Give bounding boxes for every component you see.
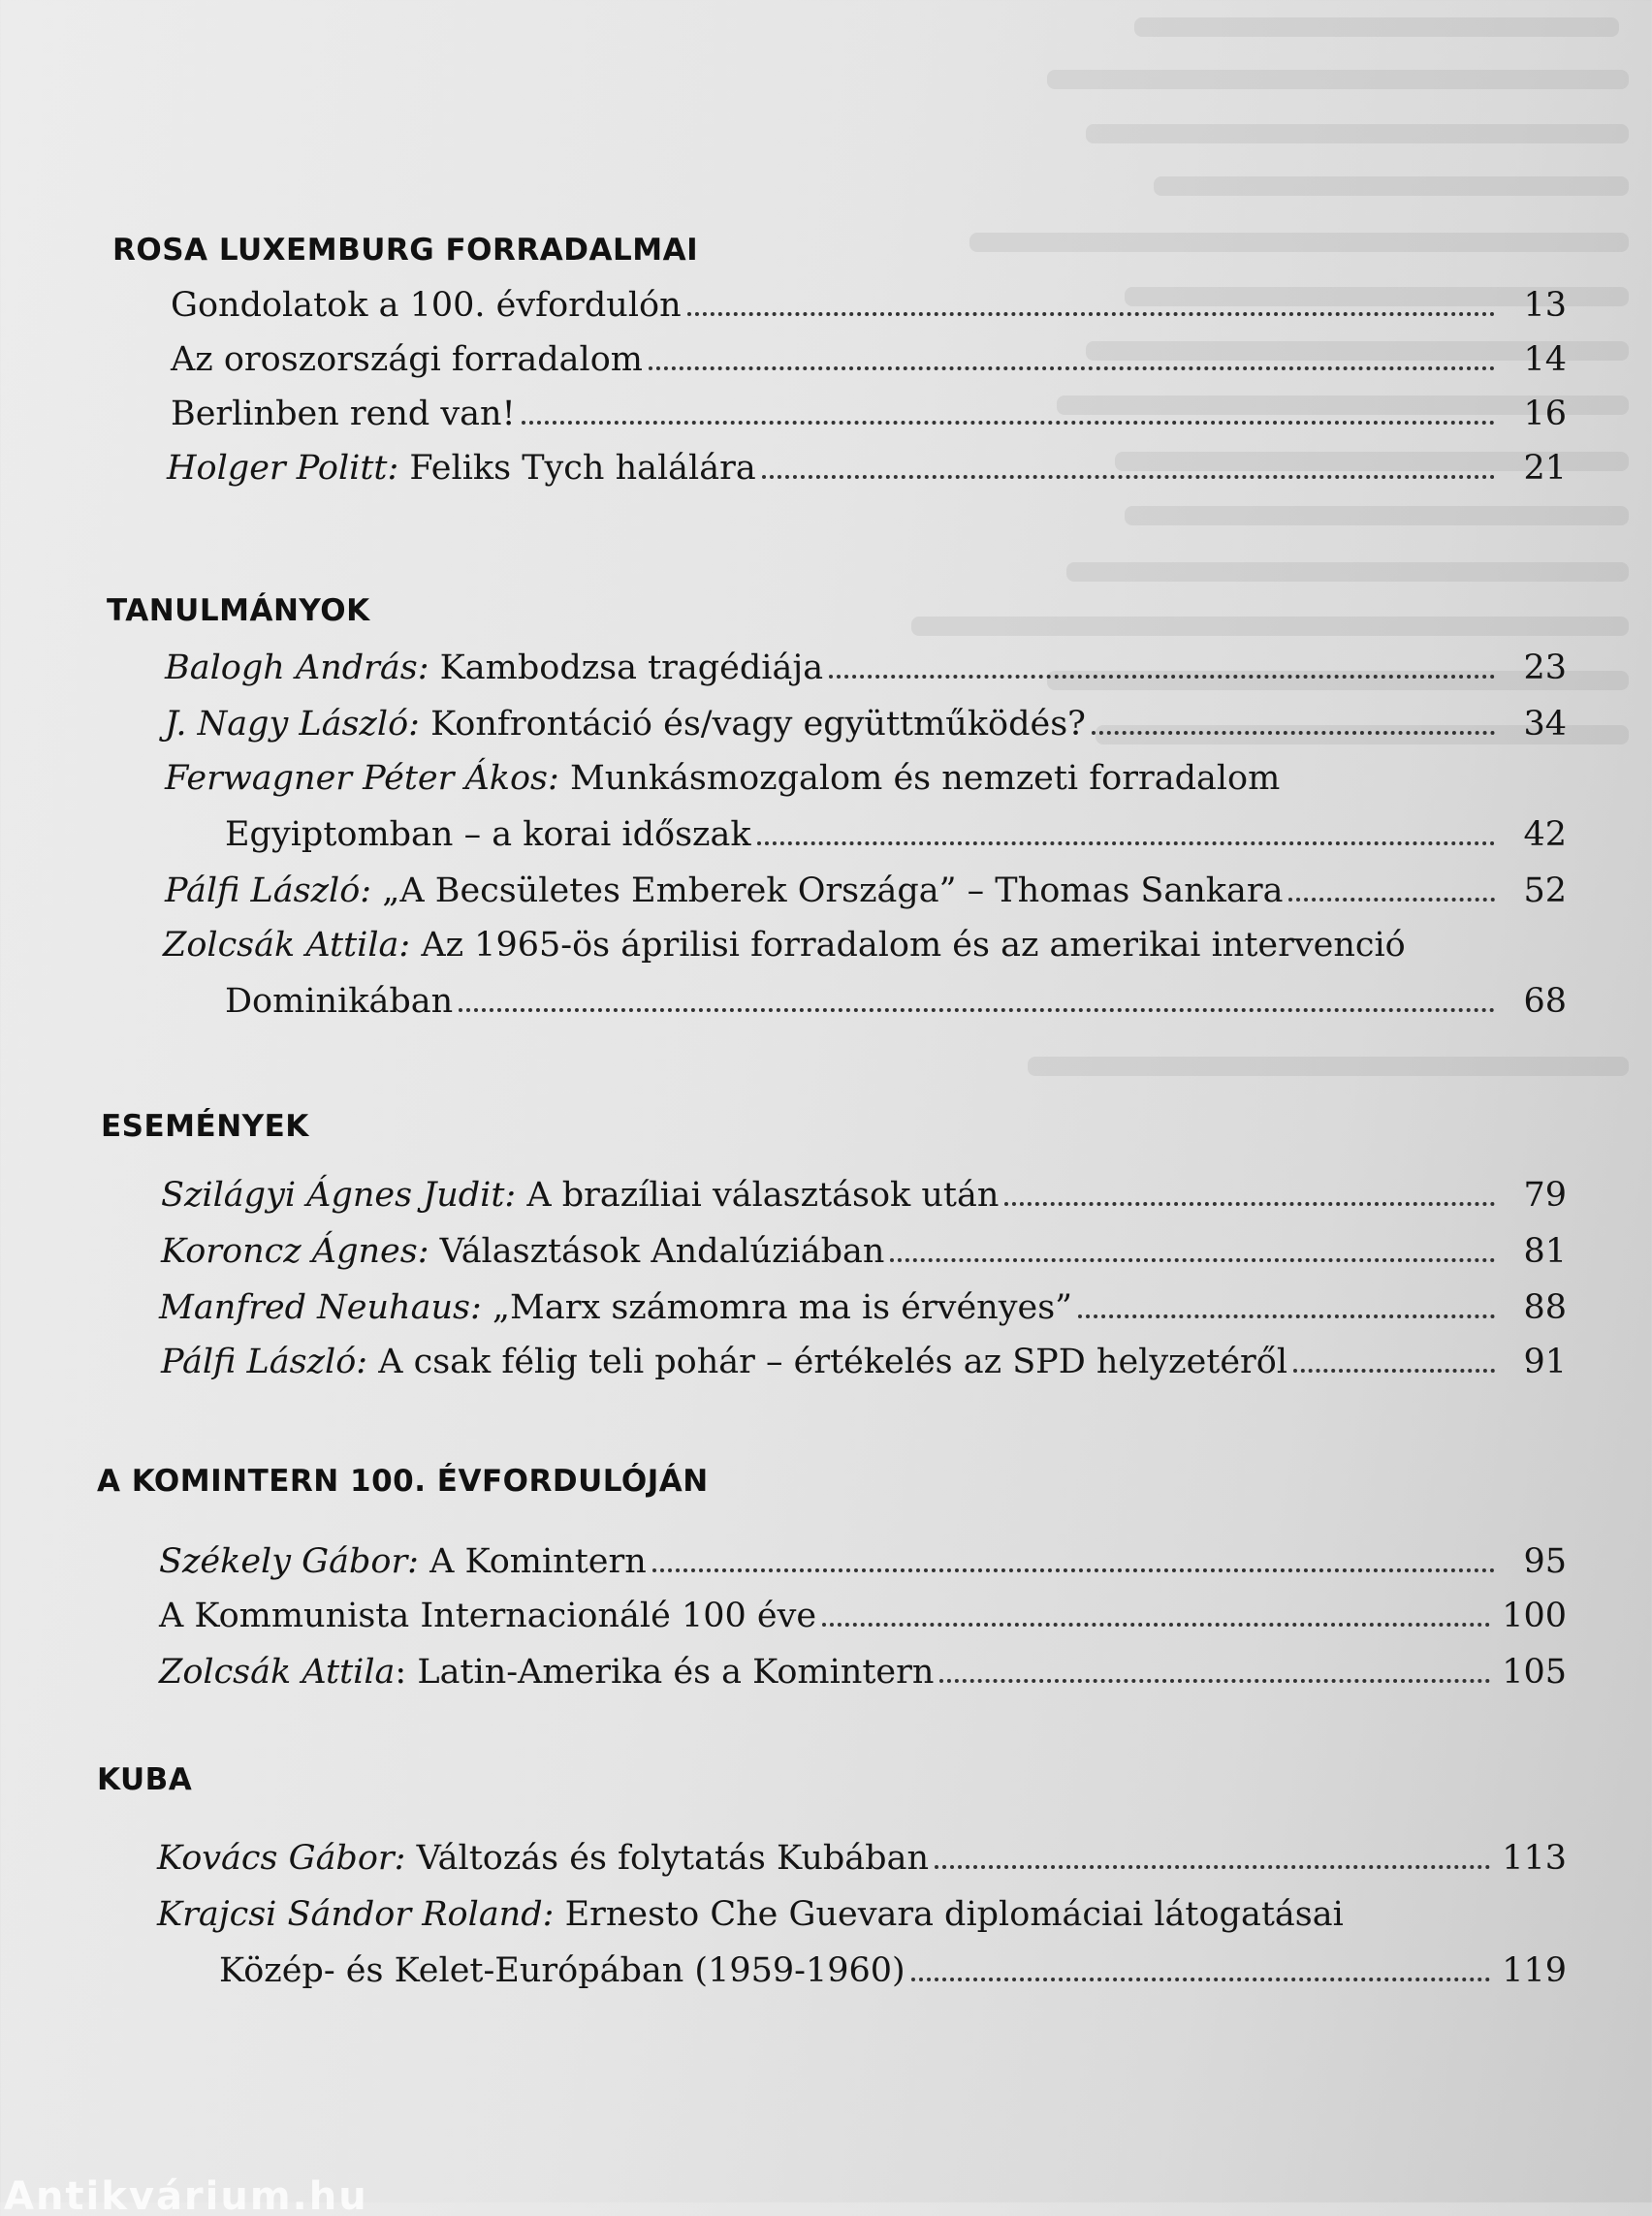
dot-leader — [1078, 1314, 1495, 1318]
toc-entry[interactable] — [159, 1285, 1567, 1330]
entry-title-continuation: Közép- és Kelet-Európában (1959-1960) — [219, 1951, 905, 1990]
entry-title: Kambodzsa tragédiája — [439, 649, 824, 687]
entry-page-number: 79 — [1523, 1176, 1567, 1215]
section-heading: TANULMÁNYOK — [107, 593, 370, 628]
entry-page-number: 13 — [1523, 286, 1567, 325]
dot-leader — [822, 1623, 1490, 1627]
entry-title: Munkásmozgalom és nemzeti forradalom — [569, 759, 1281, 798]
entry-page-number: 34 — [1523, 705, 1567, 744]
entry-author: Zolcsák Attila — [159, 1653, 396, 1692]
entry-page-number: 95 — [1523, 1542, 1567, 1581]
toc-entry[interactable] — [165, 702, 1567, 746]
entry-author: Szilágyi Ágnes Judit: — [161, 1176, 517, 1215]
entry-page-number: 91 — [1523, 1343, 1567, 1381]
entry-page-number: 113 — [1502, 1839, 1567, 1878]
dot-leader — [1004, 1202, 1495, 1206]
toc-entry-first-line[interactable] — [165, 756, 1567, 801]
entry-title: Konfrontáció és/vagy együttműködés? — [430, 705, 1086, 744]
section-heading: ESEMÉNYEK — [101, 1109, 309, 1144]
entry-page-number: 105 — [1502, 1653, 1567, 1692]
entry-title: Az oroszországi forradalom — [171, 340, 643, 379]
entry-author: Krajcsi Sándor Roland: — [157, 1895, 555, 1934]
entry-title-continuation: Egyiptomban – a korai időszak — [225, 815, 751, 854]
toc-entry[interactable] — [167, 446, 1567, 491]
entry-author: Pálfi László: — [165, 871, 372, 910]
toc-entry-continuation[interactable] — [225, 812, 1567, 857]
entry-page-number: 81 — [1523, 1232, 1567, 1271]
toc-entry[interactable] — [157, 1836, 1567, 1881]
toc-entry-continuation[interactable] — [219, 1948, 1567, 1993]
entry-title: A Komintern — [429, 1542, 647, 1581]
toc-entry[interactable] — [161, 1173, 1567, 1218]
entry-title: A csak félig teli pohár – értékelés az SPD helyzetéről — [378, 1343, 1288, 1381]
entry-author: Ferwagner Péter Ákos: — [165, 759, 559, 798]
dot-leader — [911, 1978, 1490, 1981]
dot-leader — [757, 841, 1495, 845]
toc-entry[interactable] — [171, 337, 1567, 382]
entry-author: Székely Gábor: — [159, 1542, 419, 1581]
dot-leader — [687, 312, 1495, 316]
entry-title: : Latin-Amerika és a Komintern — [395, 1653, 935, 1692]
dot-leader — [1293, 1369, 1495, 1373]
entry-title-continuation: Dominikában — [225, 982, 454, 1021]
entry-page-number: 100 — [1502, 1597, 1567, 1635]
entry-page-number: 88 — [1523, 1288, 1567, 1327]
entry-page-number: 119 — [1502, 1951, 1567, 1990]
toc-entry[interactable] — [171, 283, 1567, 328]
entry-title: A Kommunista Internacionálé 100 éve — [159, 1597, 817, 1635]
dot-leader — [522, 421, 1495, 425]
entry-page-number: 52 — [1523, 871, 1567, 910]
dot-leader — [1288, 898, 1495, 902]
dot-leader — [1092, 731, 1495, 735]
entry-title: Választások Andalúziában — [439, 1232, 885, 1271]
dot-leader — [890, 1258, 1495, 1262]
toc-entry[interactable] — [171, 392, 1567, 436]
dot-leader — [459, 1008, 1495, 1012]
entry-author: Holger Politt: — [167, 449, 399, 488]
entry-page-number: 68 — [1523, 982, 1567, 1021]
entry-author: Koroncz Ágnes: — [161, 1232, 429, 1271]
entry-page-number: 23 — [1523, 649, 1567, 687]
section-heading: KUBA — [97, 1762, 193, 1797]
dot-leader — [762, 475, 1495, 479]
entry-page-number: 14 — [1523, 340, 1567, 379]
dot-leader — [829, 675, 1495, 679]
dot-leader — [652, 1568, 1495, 1572]
toc-entry-first-line[interactable] — [157, 1892, 1567, 1937]
entry-page-number: 16 — [1523, 395, 1567, 433]
entry-page-number: 21 — [1523, 449, 1567, 488]
toc-entry[interactable] — [161, 1229, 1567, 1274]
entry-author: Balogh András: — [165, 649, 429, 687]
entry-title: „Marx számomra ma is érvényes” — [492, 1288, 1073, 1327]
toc-entry-continuation[interactable] — [225, 979, 1567, 1024]
entry-title: Feliks Tych halálára — [409, 449, 756, 488]
toc-entry[interactable] — [165, 646, 1567, 690]
dot-leader — [939, 1679, 1490, 1683]
dot-leader — [935, 1865, 1490, 1869]
entry-author: Kovács Gábor: — [157, 1839, 406, 1878]
toc-entry[interactable] — [165, 869, 1567, 913]
entry-title: Berlinben rend van! — [171, 395, 516, 433]
entry-author: Zolcsák Attila: — [163, 926, 411, 965]
dot-leader — [649, 366, 1495, 370]
toc-entry[interactable] — [159, 1539, 1567, 1584]
entry-author: J. Nagy László: — [165, 705, 420, 744]
toc-entry[interactable] — [159, 1594, 1567, 1638]
entry-title: Ernesto Che Guevara diplomáciai látogatásai — [564, 1895, 1344, 1934]
entry-title: Változás és folytatás Kubában — [416, 1839, 929, 1878]
toc-entry-first-line[interactable] — [163, 923, 1567, 967]
entry-page-number: 42 — [1523, 815, 1567, 854]
entry-title: Az 1965-ös áprilisi forradalom és az amerikai intervenció — [421, 926, 1406, 965]
entry-author: Pálfi László: — [161, 1343, 368, 1381]
entry-title: A brazíliai választások után — [526, 1176, 1000, 1215]
section-heading: A KOMINTERN 100. ÉVFORDULÓJÁN — [97, 1464, 709, 1499]
toc-entry[interactable] — [161, 1340, 1567, 1384]
watermark-text: Antikvárium.hu — [4, 2177, 368, 2216]
entry-author: Manfred Neuhaus: — [159, 1288, 482, 1327]
entry-title: Gondolatok a 100. évfordulón — [171, 286, 682, 325]
section-heading: ROSA LUXEMBURG FORRADALMAI — [112, 233, 699, 268]
entry-title: „A Becsületes Emberek Országa” – Thomas Sankara — [382, 871, 1284, 910]
toc-entry[interactable] — [159, 1650, 1567, 1694]
